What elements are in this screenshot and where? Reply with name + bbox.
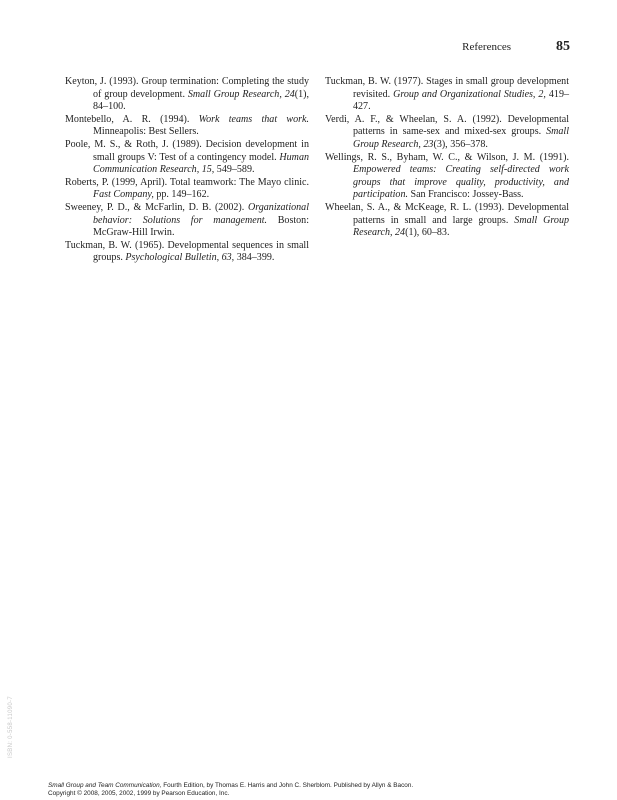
reference-entry: Keyton, J. (1993). Group termination: Completing the study of group development. Small Group Research, 24(1), 84–100.	[65, 76, 309, 113]
reference-entry: Roberts, P. (1999, April). Total teamwork: The Mayo clinic. Fast Company, pp. 149–162.	[65, 176, 309, 201]
references-left-column	[65, 76, 309, 265]
running-header	[0, 40, 617, 56]
reference-entry: Wellings, R. S., Byham, W. C., & Wilson, J. M. (1991). Empowered teams: Creating self-directed work groups that improve quality, productivity, and participation. San Francisco: Jossey-Bass.	[325, 151, 569, 201]
reference-entry: Wheelan, S. A., & McKeage, R. L. (1993). Developmental patterns in small and large groups. Small Group Research, 24(1), 60–83.	[325, 201, 569, 239]
reference-entry: Tuckman, B. W. (1977). Stages in small group development revisited. Group and Organizational Studies, 2, 419–427.	[325, 76, 570, 113]
reference-entry: Sweeney, P. D., & McFarlin, D. B. (2002). Organizational behavior: Solutions for management. Boston: McGraw-Hill Irwin.	[65, 201, 309, 239]
isbn-side-note: ISBN: 0-558-11090-7	[8, 696, 14, 758]
reference-entry: Tuckman, B. W. (1965). Developmental sequences in small groups. Psychological Bulletin, 63, 384–399.	[65, 239, 309, 264]
reference-entry: Poole, M. S., & Roth, J. (1989). Decision development in small groups V: Test of a contingency model. Human Communication Research, 15, 549–589.	[65, 138, 309, 176]
references-right-column	[325, 76, 569, 240]
footer-publication-line: Small Group and Team Communication, Fourth Edition, by Thomas E. Harris and John C. Sherblom. Published by Allyn & Bacon.	[48, 782, 414, 789]
reference-entry: Verdi, A. F., & Wheelan, S. A. (1992). Developmental patterns in same-sex and mixed-sex groups. Small Group Research, 23(3), 356–378.	[325, 113, 569, 150]
footer-copyright-line: Copyright © 2008, 2005, 2002, 1999 by Pearson Education, Inc.	[48, 790, 230, 797]
copyright-footer	[48, 782, 413, 798]
section-title: References	[462, 41, 511, 53]
reference-entry: Montebello, A. R. (1994). Work teams that work. Minneapolis: Best Sellers.	[65, 113, 309, 138]
page-number: 85	[556, 39, 570, 54]
